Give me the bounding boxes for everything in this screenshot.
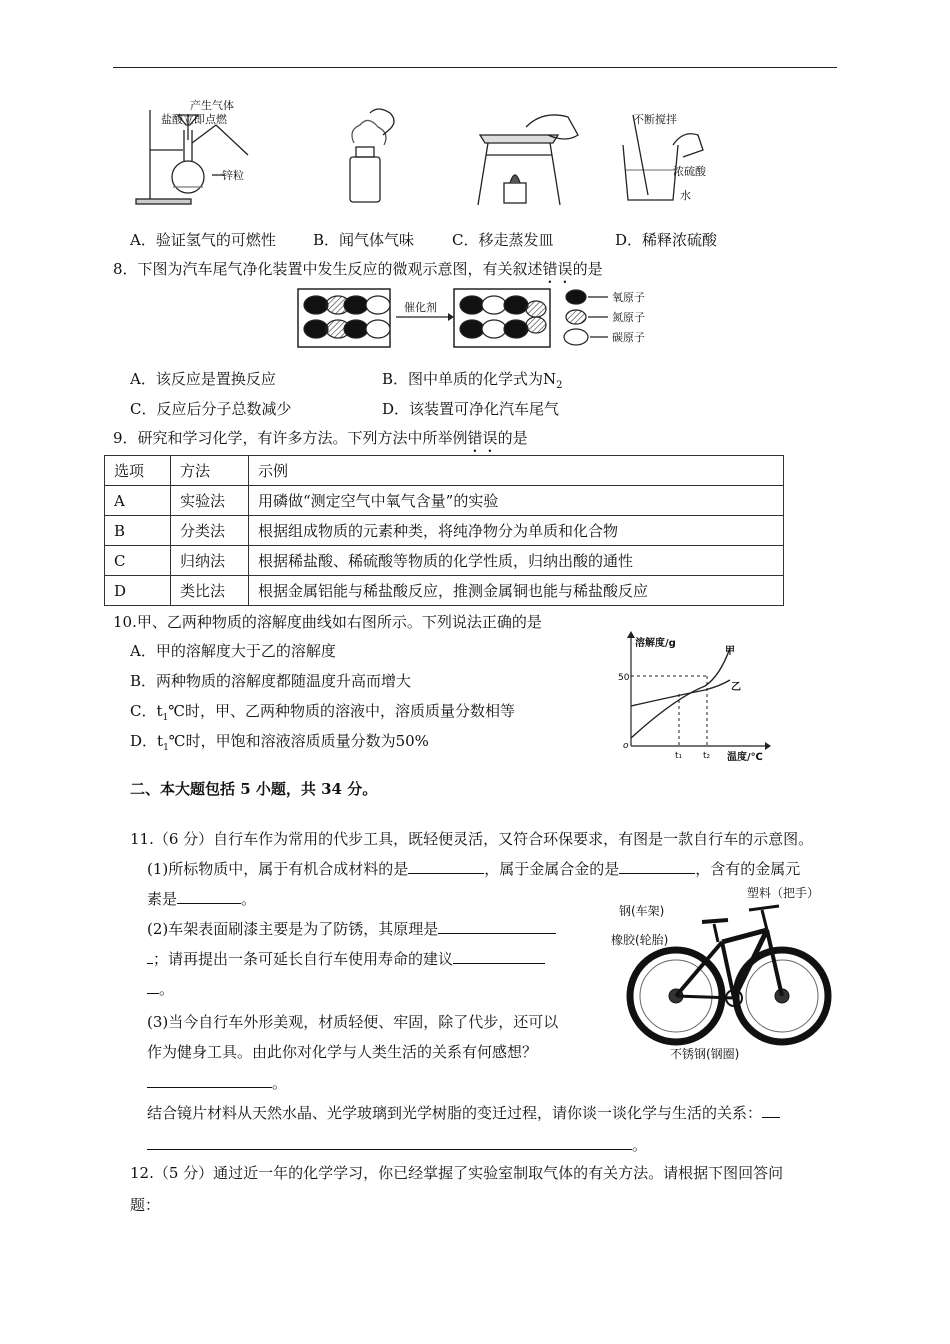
q8-reaction-diagram <box>296 285 676 353</box>
q10-option-c: C．$t_1℃$时，甲、乙两种物质的溶液中，溶质质量分数相等 <box>130 702 516 723</box>
answer-blank[interactable] <box>762 1103 780 1118</box>
figure-c-evaporating-dish <box>478 115 578 205</box>
answer-blank[interactable] <box>147 979 159 994</box>
q11-part2-line3: 。 <box>147 979 174 999</box>
q11-part2-line1: (2)车架表面刷漆主要是为了防锈，其原理是 <box>147 919 556 939</box>
table-cell: 实验法 <box>171 486 249 516</box>
bicycle-icon <box>630 906 828 1042</box>
q7-option-a: A．验证氢气的可燃性 <box>130 231 276 249</box>
graph-t1: t₁ <box>675 751 683 761</box>
label-plastic: 塑料（把手） <box>747 886 820 900</box>
table-header-row <box>105 456 784 486</box>
q10-option-a: A．甲的溶解度大于乙的溶解度 <box>130 642 336 660</box>
graph-jia: 甲 <box>725 646 735 657</box>
label-stir: 不断搅拌 <box>633 113 677 126</box>
header-rule <box>113 67 837 68</box>
answer-blank[interactable] <box>453 949 545 964</box>
q7-apparatus-figures <box>128 95 748 210</box>
table-cell: 根据组成物质的元素种类，将纯净物分为单质和化合物 <box>249 516 784 546</box>
figure-d-beaker-dilution <box>623 115 703 200</box>
table-cell: 分类法 <box>171 516 249 546</box>
table-row <box>105 516 784 546</box>
table-cell: 根据稀盐酸、稀硫酸等物质的化学性质，归纳出酸的通性 <box>249 546 784 576</box>
answer-blank[interactable] <box>408 859 484 874</box>
q11-part3-line3: 。 <box>147 1073 287 1093</box>
q9-emphasis: 错误 <box>467 429 498 447</box>
table-row <box>105 576 784 606</box>
table-cell: 归纳法 <box>171 546 249 576</box>
q8-stem: 8．下图为汽车尾气净化装置中发生反应的微观示意图，有关叙述错误的是 <box>113 260 603 278</box>
graph-t2: t₂ <box>703 751 711 761</box>
q11-stem: 11.（6 分）自行车作为常用的代步工具，既轻便灵活，又符合环保要求，有图是一款自行车的示意图。 <box>130 830 814 848</box>
table-row <box>105 546 784 576</box>
label-gas: 产生气体 <box>190 99 234 112</box>
answer-blank[interactable] <box>619 859 695 874</box>
q8-option-a: A．该反应是置换反应 <box>130 370 276 388</box>
q12-stem-line1: 12.（5 分）通过近一年的化学学习，你已经掌握了实验室制取气体的有关方法。请根据下图回答问 <box>130 1164 784 1182</box>
q10-option-d: D．$t_1℃$时，甲饱和溶液溶质质量分数为50% <box>130 732 429 753</box>
table-cell: D <box>105 576 171 606</box>
label-rubber: 橡胶(轮胎) <box>611 933 669 947</box>
table-header: 方法 <box>171 456 249 486</box>
q11-part3-line2: 作为健身工具。由此你对化学与人类生活的关系有何感想？ <box>147 1043 538 1061</box>
q8-option-b: B．图中单质的化学式为$N_2$ <box>382 370 563 391</box>
graph-origin: o <box>623 741 629 751</box>
table-row <box>105 486 784 516</box>
q11-part2-line2: ；请再提出一条可延长自行车使用寿命的建议 <box>147 949 545 969</box>
label-ignite: 盐酸立即点燃 <box>161 113 227 126</box>
label-zinc: 锌粒 <box>222 169 244 182</box>
answer-blank[interactable] <box>177 889 241 904</box>
table-cell: A <box>105 486 171 516</box>
q11-part3-line1: (3)当今自行车外形美观，材质轻便、牢固，除了代步，还可以 <box>147 1013 559 1031</box>
q8-emphasis: 错误 <box>542 260 573 278</box>
graph-ylabel: 溶解度/g <box>635 638 676 649</box>
table-cell: 根据金属铝能与稀盐酸反应，推测金属铜也能与稀盐酸反应 <box>249 576 784 606</box>
q7-option-c: C．移走蒸发皿 <box>452 231 554 249</box>
q10-solubility-graph <box>615 628 775 763</box>
q10-option-b: B．两种物质的溶解度都随温度升高而增大 <box>130 672 412 690</box>
graph-yi: 乙 <box>731 682 741 693</box>
table-cell: B <box>105 516 171 546</box>
q8-option-d: D．该装置可净化汽车尾气 <box>382 400 560 418</box>
catalyst-label: 催化剂 <box>404 301 437 314</box>
section-2-heading: 二、本大题包括 5 小题，共 34 分。 <box>130 780 378 798</box>
table-cell: 用磷做“测定空气中氧气含量”的实验 <box>249 486 784 516</box>
q8-option-c: C．反应后分子总数减少 <box>130 400 292 418</box>
table-cell: 类比法 <box>171 576 249 606</box>
curve-jia <box>631 648 730 738</box>
q11-bicycle-figure <box>604 880 840 1066</box>
legend-nitrogen: 氮原子 <box>612 311 645 324</box>
label-acid: 浓硫酸 <box>673 165 706 178</box>
label-stainless: 不锈钢(钢圈) <box>670 1047 740 1061</box>
legend-oxygen: 氧原子 <box>612 291 645 304</box>
q7-option-b: B．闻气体气味 <box>313 231 415 249</box>
legend-carbon: 碳原子 <box>612 331 645 344</box>
q12-stem-line2: 题： <box>130 1196 161 1214</box>
q11-part1-line1: (1)所标物质中，属于有机合成材料的是 ，属于金属合金的是 ，含有的金属元 <box>147 860 801 878</box>
q7-option-d: D．稀释浓硫酸 <box>615 231 718 249</box>
table-header: 选项 <box>105 456 171 486</box>
table-cell: C <box>105 546 171 576</box>
graph-xlabel: 温度/℃ <box>727 752 763 763</box>
answer-blank[interactable] <box>438 919 556 934</box>
q9-methods-table <box>104 455 784 606</box>
table-header: 示例 <box>249 456 784 486</box>
figure-b-bottle-smell <box>350 109 394 202</box>
curve-yi <box>631 680 730 706</box>
answer-blank[interactable] <box>147 1135 632 1150</box>
q9-stem: 9．研究和学习化学，有许多方法。下列方法中所举例错误的是 <box>113 429 528 447</box>
label-water: 水 <box>680 189 691 202</box>
q10-stem: 10.甲、乙两种物质的溶解度曲线如右图所示。下列说法正确的是 <box>113 613 542 631</box>
label-steel: 钢(车架) <box>619 904 665 918</box>
q11-part4-line2: 。 <box>147 1135 647 1155</box>
graph-y50: 50 <box>618 673 630 683</box>
answer-blank[interactable] <box>147 1073 272 1088</box>
q11-part1-line2: 素是 。 <box>147 890 257 908</box>
q11-part4-line1: 结合镜片材料从天然水晶、光学玻璃到光学树脂的变迁过程，请你谈一谈化学与生活的关系： <box>147 1103 780 1123</box>
